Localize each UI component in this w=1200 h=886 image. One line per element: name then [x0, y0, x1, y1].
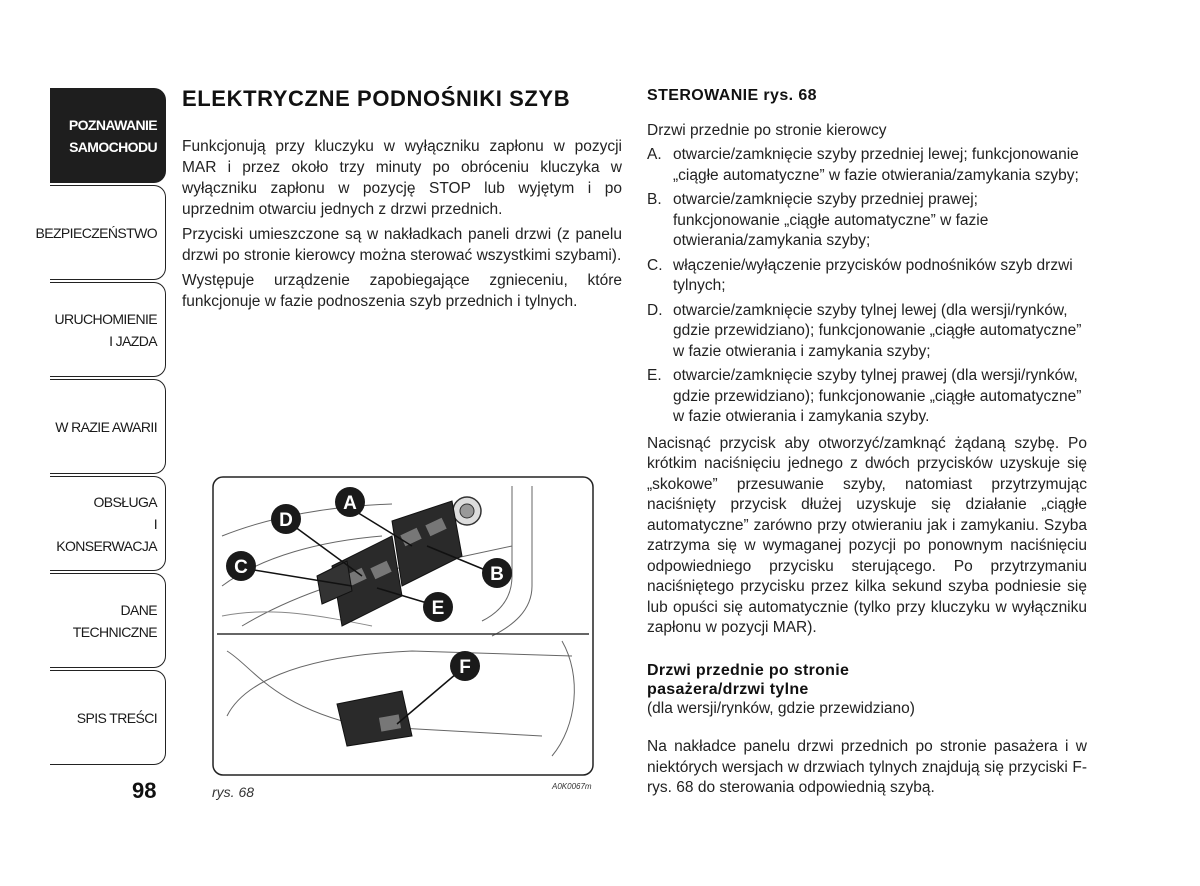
tab-poznawanie-samochodu[interactable] — [50, 88, 166, 183]
passenger-heading-line2: pasażera/drzwi tylne — [647, 680, 809, 698]
passenger-heading-line1: Drzwi przednie po stronie — [647, 661, 850, 679]
list-key: E. — [647, 367, 662, 384]
label-c — [226, 551, 256, 581]
label-c-text: C — [234, 557, 248, 578]
list-key: D. — [647, 301, 663, 319]
label-b-text: B — [490, 564, 504, 585]
passenger-paragraph: Na nakładce panelu drzwi przednich po stronie pasażera i w niektórych wersjach w drzwiach tylnych znajdują się przyciski F-rys. 68 do sterowania odpowiednią szybą. — [647, 738, 1087, 796]
list-text: otwarcie/zamknięcie szyby przedniej prawej; funkcjonowanie „ciągłe automatyczne” w fazie otwierania/zamykania szyby; — [673, 191, 989, 249]
list-text: włączenie/wyłączenie przycisków podnośników szyb drzwi tylnych; — [673, 256, 1073, 294]
label-e-text: E — [431, 598, 445, 619]
passenger-heading — [647, 661, 1087, 699]
tab-label: W RAZIE AWARII — [55, 418, 157, 435]
list-text: otwarcie/zamknięcie szyby tylnej lewej (dla wersji/rynków, gdzie przewidziano); funkcjonowanie „ciągłe automatyczne” w fazie otwierania i zamykania szyby; — [673, 301, 1082, 360]
tab-bezpieczenstwo[interactable] — [35, 185, 166, 280]
label-a-text: A — [343, 493, 357, 514]
tab-obsluga-i-konserwacja[interactable] — [50, 476, 166, 571]
tab-label: DANE TECHNICZNE — [72, 601, 157, 640]
control-list — [647, 145, 1087, 428]
list-item — [647, 256, 1087, 297]
list-item — [647, 301, 1087, 363]
figure-code: A0K0067m — [552, 782, 592, 791]
tab-uruchomienie-i-jazda[interactable] — [50, 282, 166, 377]
list-item — [647, 190, 1087, 252]
intro-text — [182, 136, 622, 316]
list-key: A. — [647, 146, 662, 163]
list-item — [647, 366, 1087, 428]
tab-dane-techniczne[interactable] — [50, 573, 166, 668]
intro-paragraph: Występuje urządzenie zapobiegające zgnieceniu, które funkcjonuje w fazie podnoszenia szyb przednich i tylnych. — [182, 272, 622, 310]
tab-label: SPIS TREŚCI — [76, 709, 157, 726]
label-f — [450, 651, 480, 681]
label-b — [482, 558, 512, 588]
label-d-text: D — [279, 510, 293, 531]
label-a — [335, 487, 365, 517]
intro-paragraph: Przyciski umieszczone są w nakładkach paneli drzwi (z panelu drzwi po stronie kierowcy można sterować wszystkimi szybami). — [182, 226, 622, 264]
chapter-sidebar — [35, 88, 166, 767]
label-f-text: F — [459, 657, 471, 678]
tab-label: BEZPIECZEŃSTWO — [35, 224, 157, 241]
list-item — [647, 145, 1087, 186]
control-subtitle: Drzwi przednie po stronie kierowcy — [647, 121, 887, 139]
tab-label: POZNAWANIE SAMOCHODU — [68, 116, 157, 155]
control-heading: STEROWANIE rys. 68 — [647, 87, 817, 104]
tab-spis-tresci[interactable] — [50, 670, 166, 765]
intro-paragraph: Funkcjonują przy kluczyku w wyłączniku zapłonu w pozycji MAR i przez około trzy minuty po obróceniu kluczyka w wyłączniku zapłonu w pozycję STOP lub wyjętym i po uprzednim otwarciu jednych z drzwi przednich. — [182, 138, 622, 218]
list-text: otwarcie/zamknięcie szyby przedniej lewej; funkcjonowanie „ciągłe automatyczne” w fazie otwierania/zamykania szyby; — [673, 146, 1079, 184]
list-key: B. — [647, 191, 662, 208]
list-key: C. — [647, 256, 663, 274]
window-switch-figure — [212, 476, 594, 776]
tab-w-razie-awarii[interactable] — [50, 379, 166, 474]
tab-label: URUCHOMIENIE I JAZDA — [54, 310, 157, 349]
page-number: 98 — [132, 778, 157, 803]
passenger-note: (dla wersji/rynków, gdzie przewidziano) — [647, 699, 915, 717]
control-paragraph: Nacisnąć przycisk aby otworzyć/zamknąć żądaną szybę. Po krótkim naciśnięciu jednego z dwóch przycisków uzyskuje się „skokowe” przesuwanie szyby, natomiast przytrzymując naciśnięty przycisk dłużej uzyskuje się działanie „ciągłe automatyczne” zarówno przy otwieraniu jak i zamykaniu. Szyba zatrzyma się w wymaganej pozycji po ponownym naciśnięciu odpowiedniego przycisku sterującego. Po przytrzymaniu naciśniętego przycisku przez kilka sekund szyba podniesie się lub opuści się automatycznie (tylko przy kluczyku w wyłączniku zapłonu w pozycji MAR). — [647, 434, 1087, 636]
page-title: ELEKTRYCZNE PODNOŚNIKI SZYB — [182, 86, 571, 111]
label-e — [423, 592, 453, 622]
control-section — [647, 86, 1087, 799]
figure-caption: rys. 68 — [212, 784, 255, 800]
tab-label: OBSŁUGA I KONSERWACJA — [56, 493, 157, 554]
list-text: otwarcie/zamknięcie szyby tylnej prawej (dla wersji/rynków, gdzie przewidziano); funkcjonowanie „ciągłe automatyczne” w fazie otwierania i zamykania szyby. — [673, 367, 1082, 425]
label-d — [271, 504, 301, 534]
